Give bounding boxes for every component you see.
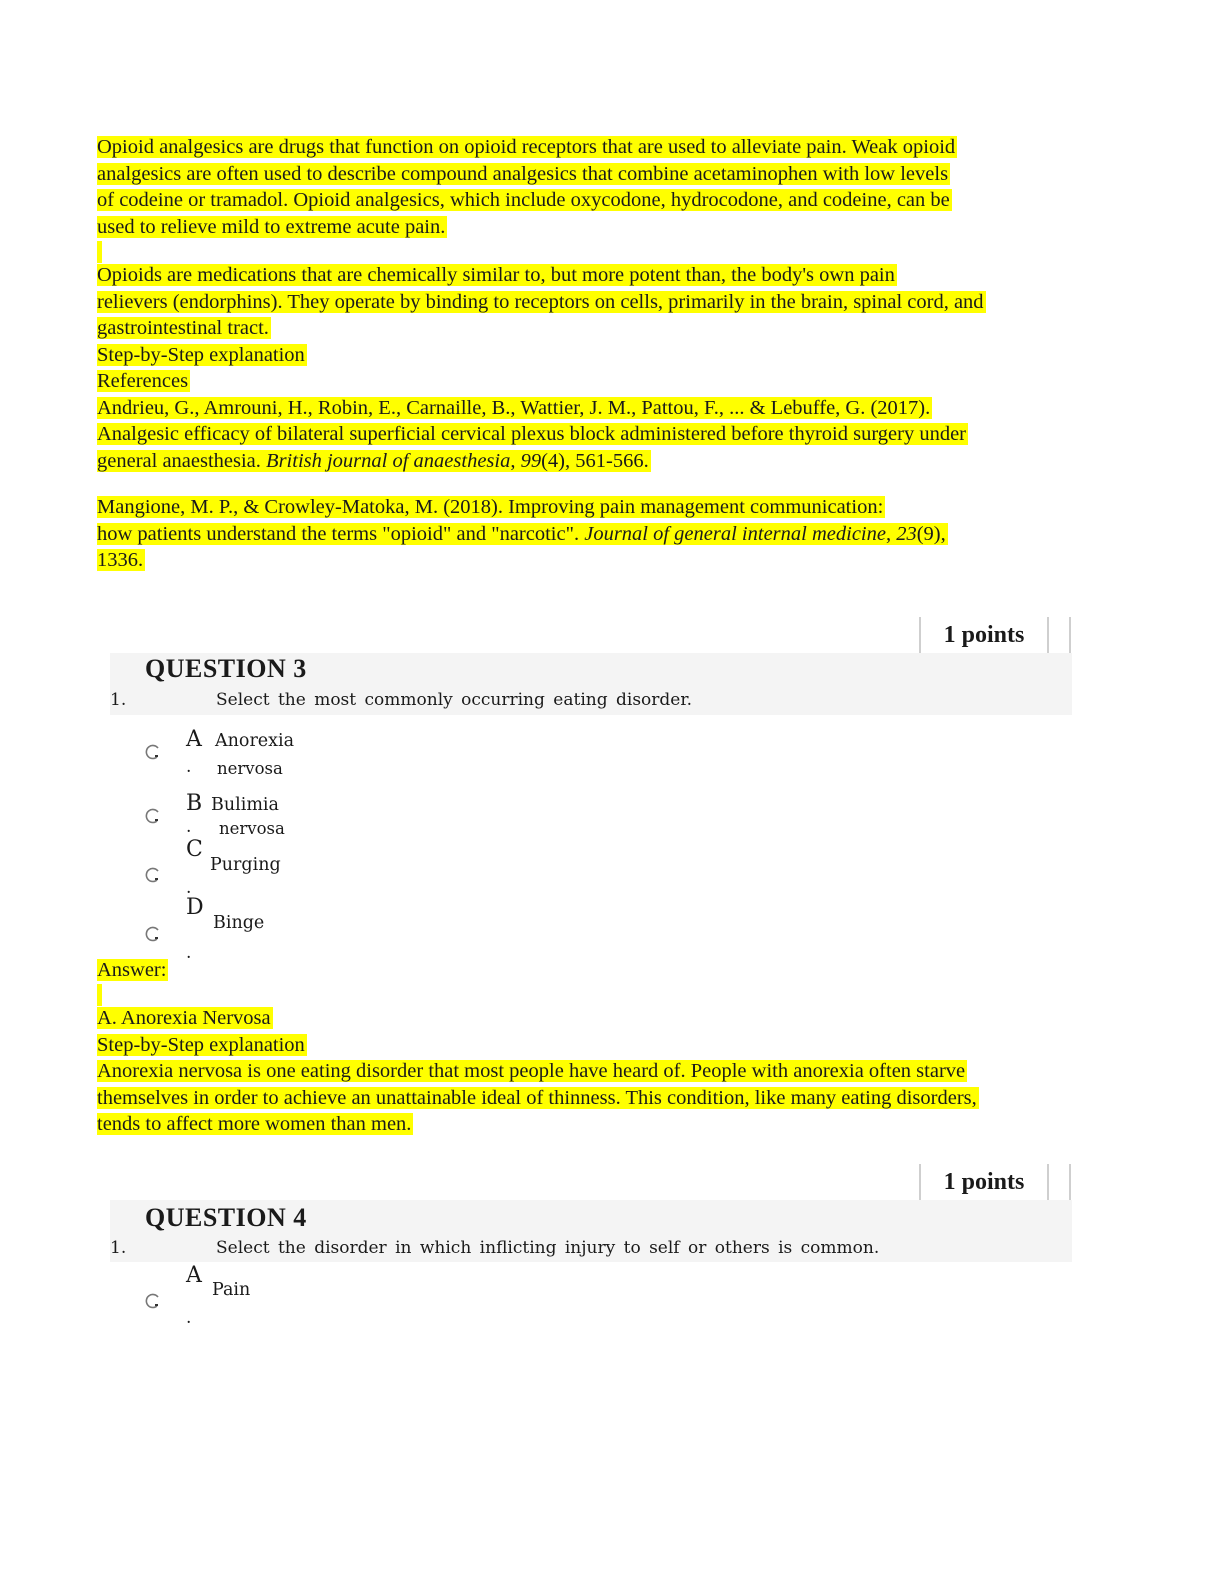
reference-1-line-2: Analgesic efficacy of bilateral superficial cervical plexus block administered before thyroid surgery under — [97, 423, 967, 445]
option-b-label-line-2: nervosa — [219, 819, 285, 838]
radio-button-icon[interactable] — [145, 1293, 161, 1309]
question-3-answer-block — [97, 1005, 979, 1138]
references-label: References — [97, 370, 189, 392]
ref2-journal: Journal of general internal medicine — [584, 522, 886, 545]
ref2-sep: , — [885, 522, 897, 545]
question-3-title: QUESTION 3 — [145, 654, 307, 683]
reference-1-line-1: Andrieu, G., Amrouni, H., Robin, E., Carnaille, B., Wattier, J. M., Pattou, F., ... & Lebuffe, G. (2017). — [97, 396, 931, 419]
text-line: analgesics are often used to describe compound analgesics that combine acetaminophen with low levels — [97, 162, 949, 185]
radio-button-icon[interactable] — [145, 744, 161, 760]
question-4-text: Select the disorder in which inflicting injury to self or others is common. — [216, 1238, 880, 1258]
text-line: of codeine or tramadol. Opioid analgesics, which include oxycodone, hydrocodone, and codeine, can be — [97, 189, 950, 211]
ref1-sep: , — [510, 449, 521, 472]
option-d-dot: . — [186, 943, 192, 963]
answer-text: A. Anorexia Nervosa — [97, 1007, 271, 1029]
text-line: Opioid analgesics are drugs that function on opioid receptors that are used to alleviate pain. Weak opioid — [97, 136, 956, 158]
option-a-dot: . — [186, 757, 192, 777]
option-a-label-line-2: nervosa — [217, 759, 283, 778]
reference-1-line-3 — [97, 450, 651, 472]
option-b-letter: B — [186, 791, 203, 816]
highlight-marker — [97, 241, 102, 263]
step-by-step-label: Step-by-Step explanation — [97, 1033, 305, 1056]
step-by-step-label: Step-by-Step explanation — [97, 343, 305, 366]
radio-button-icon[interactable] — [145, 867, 161, 883]
text-line: Opioids are medications that are chemically similar to, but more potent than, the body's own pain — [97, 264, 895, 286]
option-c-label[interactable]: Purging — [210, 855, 281, 875]
option-c-dot: . — [186, 878, 192, 898]
option-b-label[interactable]: Bulimia — [211, 795, 279, 815]
intro-paragraph-2 — [97, 262, 986, 474]
question-3-points: 1 points — [919, 617, 1049, 653]
ref1-pre: general anaesthesia. — [97, 449, 267, 472]
reference-2-line-2 — [97, 523, 948, 545]
highlight-marker — [97, 984, 102, 1006]
q4-option-a-label[interactable]: Pain — [212, 1280, 251, 1300]
explanation-line: themselves in order to achieve an unattainable ideal of thinness. This condition, like many eating disorders, — [97, 1086, 977, 1109]
option-b-dot: . — [186, 817, 192, 837]
text-line: relievers (endorphins). They operate by binding to receptors on cells, primarily in the brain, spinal cord, and — [97, 290, 984, 313]
question-4-number: 1. — [110, 1238, 127, 1258]
explanation-line: Anorexia nervosa is one eating disorder that most people have heard of. People with anorexia often starve — [97, 1060, 966, 1082]
q4-option-a-dot: . — [186, 1308, 192, 1328]
points-divider — [1069, 617, 1071, 653]
option-d-label[interactable]: Binge — [213, 913, 265, 933]
option-a-letter: A — [186, 727, 202, 752]
text-line: gastrointestinal tract. — [97, 317, 269, 339]
ref2-volume: 23 — [896, 522, 917, 545]
q4-option-a-letter: A — [186, 1263, 202, 1288]
question-3-text: Select the most commonly occurring eating disorder. — [216, 690, 693, 710]
option-c-letter: C — [186, 837, 203, 862]
option-a-label[interactable]: Anorexia — [215, 731, 295, 751]
reference-2-line-1: Mangione, M. P., & Crowley-Matoka, M. (2018). Improving pain management communication: — [97, 496, 884, 518]
ref2-post: (9), — [916, 522, 946, 545]
intro-paragraph-1 — [97, 134, 957, 240]
reference-2 — [97, 494, 948, 574]
radio-button-icon[interactable] — [145, 926, 161, 942]
question-3-answer-label-block — [97, 957, 168, 984]
ref1-post: (4), 561-566. — [541, 449, 649, 472]
ref1-journal: British journal of anaesthesia — [266, 449, 511, 472]
explanation-line: tends to affect more women than men. — [97, 1113, 412, 1135]
text-line: used to relieve mild to extreme acute pain. — [97, 215, 446, 238]
ref1-volume: 99 — [520, 449, 542, 472]
answer-label: Answer: — [97, 959, 167, 981]
ref2-pre: how patients understand the terms "opioid" and "narcotic". — [97, 522, 585, 545]
question-4-title: QUESTION 4 — [145, 1203, 307, 1232]
question-4-points: 1 points — [919, 1164, 1049, 1200]
reference-2-line-3: 1336. — [97, 549, 144, 571]
option-d-letter: D — [186, 895, 204, 920]
points-divider — [1069, 1164, 1071, 1200]
question-3-number: 1. — [110, 690, 127, 710]
radio-button-icon[interactable] — [145, 808, 161, 824]
